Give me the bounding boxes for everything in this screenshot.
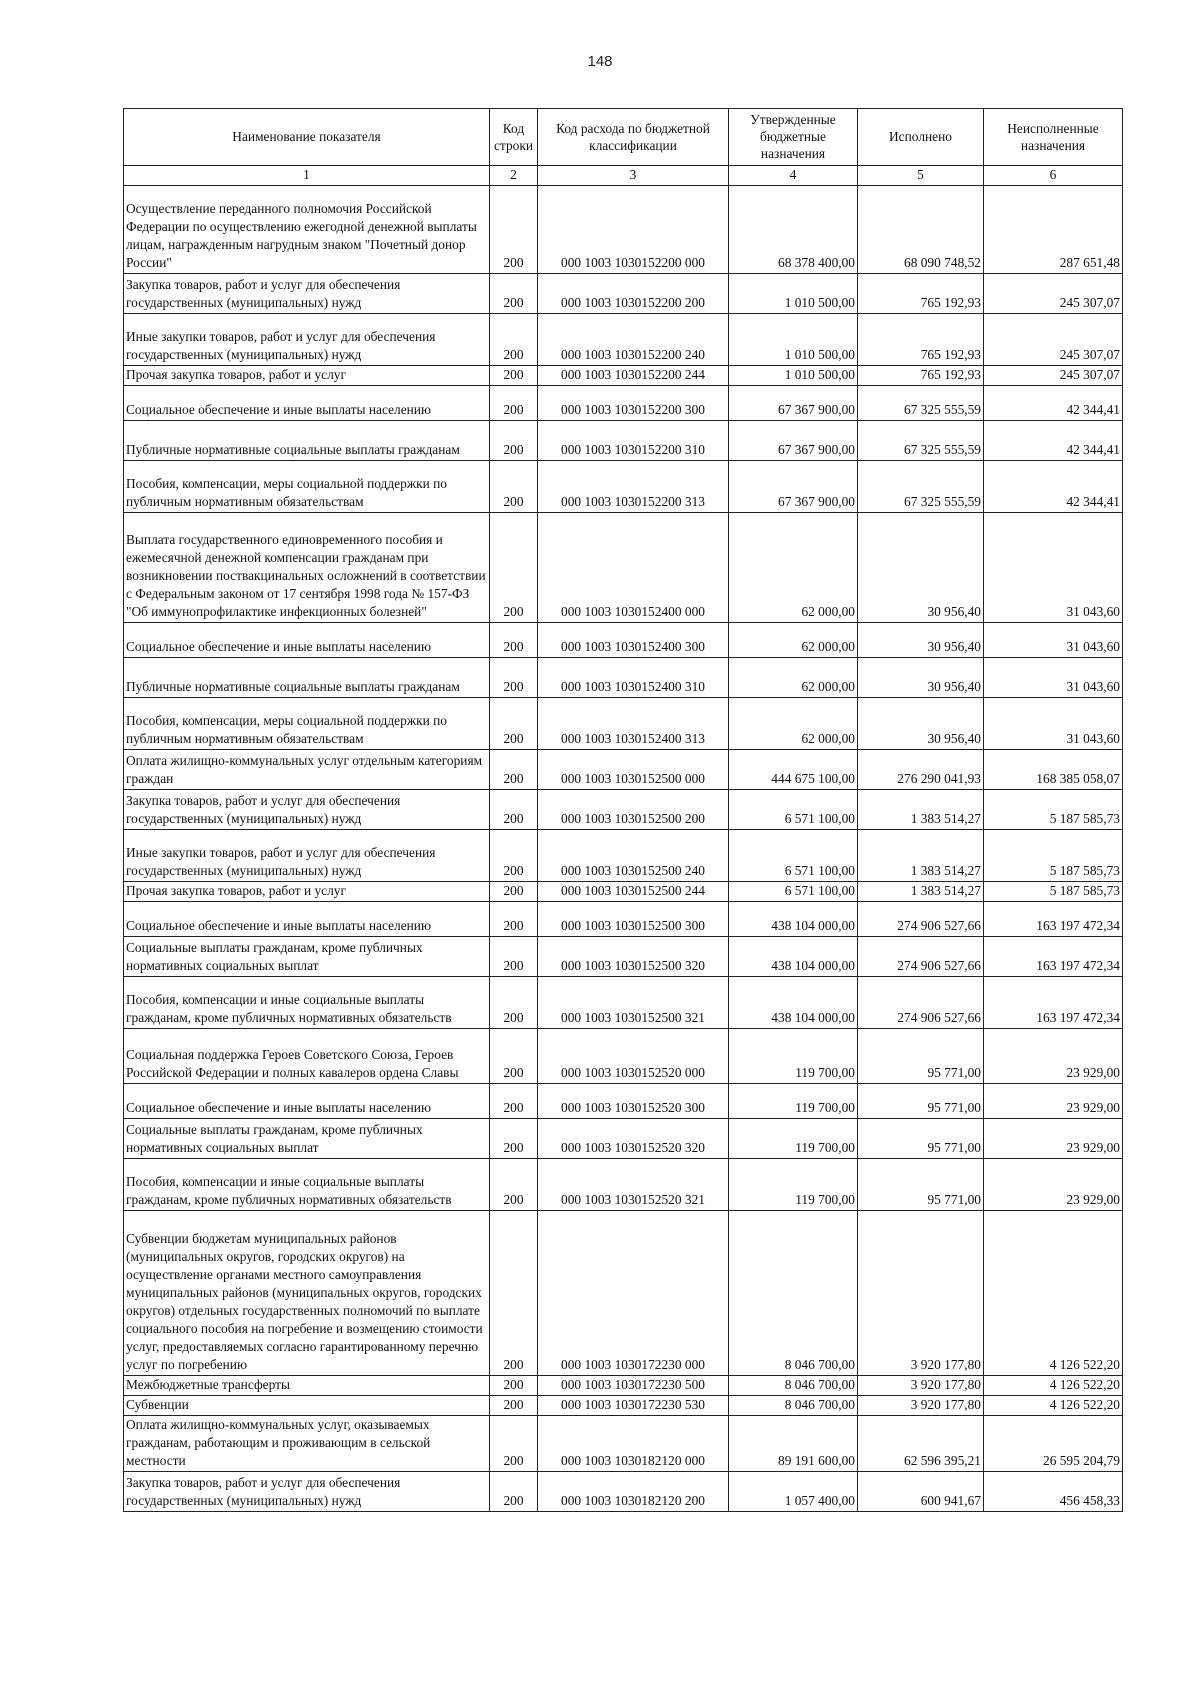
row-approved: 67 367 900,00 — [729, 461, 858, 513]
row-approved: 119 700,00 — [729, 1159, 858, 1211]
row-line-code: 200 — [490, 1472, 538, 1512]
row-approved: 89 191 600,00 — [729, 1416, 858, 1472]
row-executed: 67 325 555,59 — [858, 461, 984, 513]
row-line-code: 200 — [490, 1376, 538, 1396]
table-row — [124, 513, 1123, 623]
row-unexecuted: 23 929,00 — [984, 1029, 1123, 1084]
row-approved: 1 010 500,00 — [729, 314, 858, 366]
budget-execution-table — [123, 108, 1123, 1512]
row-unexecuted: 31 043,60 — [984, 698, 1123, 750]
row-name: Социальные выплаты гражданам, кроме публичных нормативных социальных выплат — [124, 1119, 490, 1159]
header-line-code: Код строки — [490, 109, 538, 166]
table-row — [124, 186, 1123, 274]
row-unexecuted: 26 595 204,79 — [984, 1416, 1123, 1472]
row-approved: 6 571 100,00 — [729, 790, 858, 830]
row-approved: 438 104 000,00 — [729, 902, 858, 937]
row-line-code: 200 — [490, 977, 538, 1029]
table-row — [124, 1472, 1123, 1512]
row-unexecuted: 245 307,07 — [984, 366, 1123, 386]
row-line-code: 200 — [490, 937, 538, 977]
row-approved: 119 700,00 — [729, 1119, 858, 1159]
row-executed: 274 906 527,66 — [858, 902, 984, 937]
table-row — [124, 1119, 1123, 1159]
row-executed: 3 920 177,80 — [858, 1396, 984, 1416]
table-row — [124, 790, 1123, 830]
row-approved: 1 010 500,00 — [729, 274, 858, 314]
row-name: Пособия, компенсации, меры социальной поддержки по публичным нормативным обязательствам — [124, 461, 490, 513]
row-executed: 600 941,67 — [858, 1472, 984, 1512]
row-executed: 95 771,00 — [858, 1159, 984, 1211]
row-name: Пособия, компенсации, меры социальной поддержки по публичным нормативным обязательствам — [124, 698, 490, 750]
row-line-code: 200 — [490, 1416, 538, 1472]
row-executed: 1 383 514,27 — [858, 830, 984, 882]
table-row — [124, 750, 1123, 790]
table-row — [124, 274, 1123, 314]
table-row — [124, 1029, 1123, 1084]
row-name: Прочая закупка товаров, работ и услуг — [124, 882, 490, 902]
table-row — [124, 461, 1123, 513]
row-unexecuted: 163 197 472,34 — [984, 902, 1123, 937]
row-line-code: 200 — [490, 421, 538, 461]
row-unexecuted: 42 344,41 — [984, 421, 1123, 461]
table-row — [124, 977, 1123, 1029]
table-row — [124, 366, 1123, 386]
row-expense-code: 000 1003 1030152520 320 — [538, 1119, 729, 1159]
row-name: Субвенции — [124, 1396, 490, 1416]
row-approved: 438 104 000,00 — [729, 977, 858, 1029]
table-row — [124, 1159, 1123, 1211]
row-expense-code: 000 1003 1030152500 244 — [538, 882, 729, 902]
row-executed: 30 956,40 — [858, 623, 984, 658]
row-executed: 765 192,93 — [858, 274, 984, 314]
row-expense-code: 000 1003 1030152500 320 — [538, 937, 729, 977]
table-row — [124, 1376, 1123, 1396]
page-number: 148 — [587, 53, 613, 70]
row-name: Иные закупки товаров, работ и услуг для обеспечения государственных (муниципальных) нужд — [124, 830, 490, 882]
row-expense-code: 000 1003 1030172230 500 — [538, 1376, 729, 1396]
row-line-code: 200 — [490, 366, 538, 386]
row-executed: 68 090 748,52 — [858, 186, 984, 274]
row-line-code: 200 — [490, 623, 538, 658]
row-name: Социальное обеспечение и иные выплаты населению — [124, 623, 490, 658]
row-unexecuted: 23 929,00 — [984, 1119, 1123, 1159]
row-expense-code: 000 1003 1030152400 313 — [538, 698, 729, 750]
row-approved: 8 046 700,00 — [729, 1376, 858, 1396]
row-line-code: 200 — [490, 750, 538, 790]
row-expense-code: 000 1003 1030152200 300 — [538, 386, 729, 421]
row-line-code: 200 — [490, 1084, 538, 1119]
row-line-code: 200 — [490, 461, 538, 513]
row-name: Пособия, компенсации и иные социальные выплаты гражданам, кроме публичных нормативных обязательств — [124, 1159, 490, 1211]
row-executed: 95 771,00 — [858, 1084, 984, 1119]
row-expense-code: 000 1003 1030152520 000 — [538, 1029, 729, 1084]
row-unexecuted: 163 197 472,34 — [984, 977, 1123, 1029]
row-line-code: 200 — [490, 1159, 538, 1211]
row-name: Социальная поддержка Героев Советского Союза, Героев Российской Федерации и полных кавалеров ордена Славы — [124, 1029, 490, 1084]
column-number: 4 — [729, 166, 858, 186]
table-row — [124, 1084, 1123, 1119]
column-number: 1 — [124, 166, 490, 186]
row-approved: 62 000,00 — [729, 513, 858, 623]
row-expense-code: 000 1003 1030182120 000 — [538, 1416, 729, 1472]
table-row — [124, 1416, 1123, 1472]
row-expense-code: 000 1003 1030152500 321 — [538, 977, 729, 1029]
table-row — [124, 698, 1123, 750]
header-row — [124, 109, 1123, 166]
row-unexecuted: 456 458,33 — [984, 1472, 1123, 1512]
row-name: Закупка товаров, работ и услуг для обеспечения государственных (муниципальных) нужд — [124, 274, 490, 314]
row-unexecuted: 168 385 058,07 — [984, 750, 1123, 790]
row-line-code: 200 — [490, 1211, 538, 1376]
row-expense-code: 000 1003 1030152500 000 — [538, 750, 729, 790]
row-line-code: 200 — [490, 698, 538, 750]
row-unexecuted: 4 126 522,20 — [984, 1376, 1123, 1396]
row-line-code: 200 — [490, 1396, 538, 1416]
column-number: 2 — [490, 166, 538, 186]
column-number-row — [124, 166, 1123, 186]
table-row — [124, 902, 1123, 937]
table-row — [124, 623, 1123, 658]
row-approved: 62 000,00 — [729, 623, 858, 658]
row-approved: 8 046 700,00 — [729, 1211, 858, 1376]
row-executed: 1 383 514,27 — [858, 790, 984, 830]
row-expense-code: 000 1003 1030152200 310 — [538, 421, 729, 461]
row-unexecuted: 5 187 585,73 — [984, 830, 1123, 882]
row-executed: 3 920 177,80 — [858, 1211, 984, 1376]
row-line-code: 200 — [490, 274, 538, 314]
row-approved: 1 010 500,00 — [729, 366, 858, 386]
row-executed: 3 920 177,80 — [858, 1376, 984, 1396]
row-approved: 68 378 400,00 — [729, 186, 858, 274]
row-approved: 1 057 400,00 — [729, 1472, 858, 1512]
row-expense-code: 000 1003 1030152200 200 — [538, 274, 729, 314]
row-approved: 8 046 700,00 — [729, 1396, 858, 1416]
row-executed: 67 325 555,59 — [858, 386, 984, 421]
row-executed: 765 192,93 — [858, 366, 984, 386]
row-executed: 276 290 041,93 — [858, 750, 984, 790]
row-executed: 67 325 555,59 — [858, 421, 984, 461]
row-unexecuted: 31 043,60 — [984, 658, 1123, 698]
header-approved: Утвержденные бюджетные назначения — [729, 109, 858, 166]
row-name: Межбюджетные трансферты — [124, 1376, 490, 1396]
row-executed: 30 956,40 — [858, 698, 984, 750]
row-expense-code: 000 1003 1030172230 000 — [538, 1211, 729, 1376]
table-row — [124, 1211, 1123, 1376]
table-row — [124, 314, 1123, 366]
row-name: Социальное обеспечение и иные выплаты населению — [124, 902, 490, 937]
row-executed: 1 383 514,27 — [858, 882, 984, 902]
row-expense-code: 000 1003 1030152520 321 — [538, 1159, 729, 1211]
row-expense-code: 000 1003 1030152200 313 — [538, 461, 729, 513]
row-approved: 6 571 100,00 — [729, 882, 858, 902]
row-approved: 444 675 100,00 — [729, 750, 858, 790]
row-approved: 6 571 100,00 — [729, 830, 858, 882]
row-unexecuted: 31 043,60 — [984, 623, 1123, 658]
row-name: Оплата жилищно-коммунальных услуг отдельным категориям граждан — [124, 750, 490, 790]
row-line-code: 200 — [490, 1029, 538, 1084]
row-expense-code: 000 1003 1030152500 240 — [538, 830, 729, 882]
row-expense-code: 000 1003 1030152400 000 — [538, 513, 729, 623]
row-name: Субвенции бюджетам муниципальных районов (муниципальных округов, городских округов) на осуществление органами местного самоуправления муниципальных районов (муниципальных округов, городских округов) отдельных государственных полномочий по выплате социального пособия на погребение и возмещению стоимости услуг, предоставляемых согласно гарантированному перечню услуг по погребению — [124, 1211, 490, 1376]
row-executed: 765 192,93 — [858, 314, 984, 366]
row-unexecuted: 4 126 522,20 — [984, 1396, 1123, 1416]
row-line-code: 200 — [490, 386, 538, 421]
column-number: 5 — [858, 166, 984, 186]
row-name: Закупка товаров, работ и услуг для обеспечения государственных (муниципальных) нужд — [124, 1472, 490, 1512]
row-line-code: 200 — [490, 790, 538, 830]
row-unexecuted: 163 197 472,34 — [984, 937, 1123, 977]
row-expense-code: 000 1003 1030152200 240 — [538, 314, 729, 366]
row-name: Иные закупки товаров, работ и услуг для обеспечения государственных (муниципальных) нужд — [124, 314, 490, 366]
row-executed: 30 956,40 — [858, 658, 984, 698]
row-line-code: 200 — [490, 902, 538, 937]
row-unexecuted: 5 187 585,73 — [984, 882, 1123, 902]
header-unexecuted: Неисполненные назначения — [984, 109, 1123, 166]
table-row — [124, 937, 1123, 977]
row-executed: 62 596 395,21 — [858, 1416, 984, 1472]
header-executed: Исполнено — [858, 109, 984, 166]
row-expense-code: 000 1003 1030152500 200 — [538, 790, 729, 830]
table-row — [124, 658, 1123, 698]
row-approved: 119 700,00 — [729, 1029, 858, 1084]
row-approved: 67 367 900,00 — [729, 386, 858, 421]
row-expense-code: 000 1003 1030152520 300 — [538, 1084, 729, 1119]
row-name: Социальное обеспечение и иные выплаты населению — [124, 1084, 490, 1119]
row-expense-code: 000 1003 1030182120 200 — [538, 1472, 729, 1512]
row-expense-code: 000 1003 1030152400 310 — [538, 658, 729, 698]
row-line-code: 200 — [490, 513, 538, 623]
row-unexecuted: 245 307,07 — [984, 274, 1123, 314]
row-approved: 67 367 900,00 — [729, 421, 858, 461]
table-row — [124, 830, 1123, 882]
row-name: Пособия, компенсации и иные социальные выплаты гражданам, кроме публичных нормативных обязательств — [124, 977, 490, 1029]
header-name: Наименование показателя — [124, 109, 490, 166]
row-name: Социальные выплаты гражданам, кроме публичных нормативных социальных выплат — [124, 937, 490, 977]
row-unexecuted: 287 651,48 — [984, 186, 1123, 274]
row-line-code: 200 — [490, 186, 538, 274]
row-expense-code: 000 1003 1030152200 244 — [538, 366, 729, 386]
row-executed: 274 906 527,66 — [858, 977, 984, 1029]
table-row — [124, 421, 1123, 461]
row-expense-code: 000 1003 1030152400 300 — [538, 623, 729, 658]
row-executed: 274 906 527,66 — [858, 937, 984, 977]
row-executed: 30 956,40 — [858, 513, 984, 623]
row-unexecuted: 23 929,00 — [984, 1159, 1123, 1211]
row-expense-code: 000 1003 1030152200 000 — [538, 186, 729, 274]
row-unexecuted: 23 929,00 — [984, 1084, 1123, 1119]
row-unexecuted: 31 043,60 — [984, 513, 1123, 623]
table-row — [124, 1396, 1123, 1416]
row-line-code: 200 — [490, 1119, 538, 1159]
row-executed: 95 771,00 — [858, 1029, 984, 1084]
row-name: Прочая закупка товаров, работ и услуг — [124, 366, 490, 386]
row-name: Социальное обеспечение и иные выплаты населению — [124, 386, 490, 421]
row-unexecuted: 5 187 585,73 — [984, 790, 1123, 830]
row-expense-code: 000 1003 1030152500 300 — [538, 902, 729, 937]
row-name: Оплата жилищно-коммунальных услуг, оказываемых гражданам, работающим и проживающим в сельской местности — [124, 1416, 490, 1472]
row-unexecuted: 245 307,07 — [984, 314, 1123, 366]
header-expense-code: Код расхода по бюджетной классификации — [538, 109, 729, 166]
row-unexecuted: 42 344,41 — [984, 386, 1123, 421]
row-unexecuted: 42 344,41 — [984, 461, 1123, 513]
row-approved: 62 000,00 — [729, 698, 858, 750]
row-line-code: 200 — [490, 658, 538, 698]
row-line-code: 200 — [490, 830, 538, 882]
row-approved: 62 000,00 — [729, 658, 858, 698]
column-number: 6 — [984, 166, 1123, 186]
row-approved: 438 104 000,00 — [729, 937, 858, 977]
row-name: Осуществление переданного полномочия Российской Федерации по осуществлению ежегодной денежной выплаты лицам, награжденным нагрудным знаком "Почетный донор России" — [124, 186, 490, 274]
column-number: 3 — [538, 166, 729, 186]
row-executed: 95 771,00 — [858, 1119, 984, 1159]
row-name: Закупка товаров, работ и услуг для обеспечения государственных (муниципальных) нужд — [124, 790, 490, 830]
table-row — [124, 386, 1123, 421]
row-approved: 119 700,00 — [729, 1084, 858, 1119]
row-line-code: 200 — [490, 882, 538, 902]
row-name: Выплата государственного единовременного пособия и ежемесячной денежной компенсации гражданам при возникновении поствакцинальных осложнений в соответствии с Федеральным законом от 17 сентября 1998 года № 157-ФЗ "Об иммунопрофилактике инфекционных болезней" — [124, 513, 490, 623]
row-name: Публичные нормативные социальные выплаты гражданам — [124, 421, 490, 461]
row-unexecuted: 4 126 522,20 — [984, 1211, 1123, 1376]
row-name: Публичные нормативные социальные выплаты гражданам — [124, 658, 490, 698]
row-expense-code: 000 1003 1030172230 530 — [538, 1396, 729, 1416]
table-row — [124, 882, 1123, 902]
row-line-code: 200 — [490, 314, 538, 366]
